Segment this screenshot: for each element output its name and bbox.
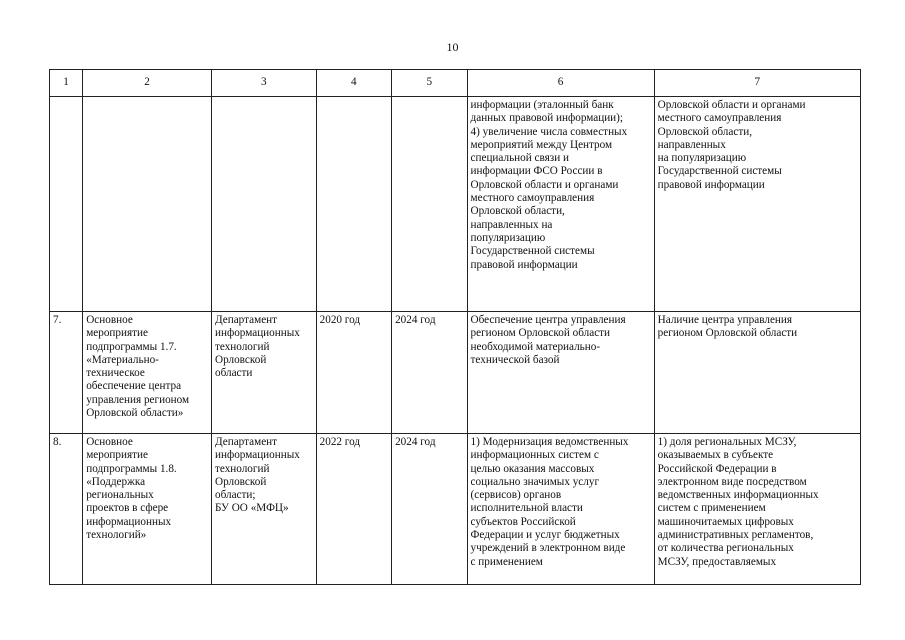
header-row [50, 70, 861, 97]
cell-event-name: Основное мероприятие подпрограммы 1.8. «Поддержка региональных проектов в сфере информационных технологий» [83, 434, 212, 585]
table-row-8 [50, 434, 861, 585]
program-table [49, 69, 861, 585]
cell-start-year: 2020 год [316, 312, 391, 434]
cell-number: 7. [50, 312, 83, 434]
cell-executor [211, 97, 316, 312]
table-row-7 [50, 312, 861, 434]
cell-indicator: Наличие центра управления регионом Орловской области [654, 312, 860, 434]
cell-indicator: Орловской области и органами местного самоуправления Орловской области, направленных на популяризацию Государственной системы правовой информации [654, 97, 860, 312]
column-header-1: 1 [50, 70, 83, 97]
column-header-7: 7 [654, 70, 860, 97]
cell-event-name [83, 97, 212, 312]
column-header-5: 5 [392, 70, 467, 97]
column-header-3: 3 [211, 70, 316, 97]
page-number: 10 [446, 40, 459, 54]
column-header-2: 2 [83, 70, 212, 97]
cell-event-name: Основное мероприятие подпрограммы 1.7. «Материально- техническое обеспечение центра управления регионом Орловской области» [83, 312, 212, 434]
cell-start-year [316, 97, 391, 312]
cell-indicator: 1) доля региональных МСЗУ, оказываемых в субъекте Российской Федерации в электронном виде посредством ведомственных информационных систем с применением машиночитаемых цифровых административных регламентов, от количества региональных МСЗУ, предоставляемых [654, 434, 860, 585]
cell-expected-result: 1) Модернизация ведомственных информационных систем с целью оказания массовых социально значимых услуг (сервисов) органов исполнительной власти субъектов Российской Федерации и услуг бюджетных учреждений в электронном виде с применением [467, 434, 654, 585]
cell-executor: Департамент информационных технологий Орловской области [211, 312, 316, 434]
cell-executor: Департамент информационных технологий Орловской области; БУ ОО «МФЦ» [211, 434, 316, 585]
cell-end-year [392, 97, 467, 312]
column-header-6: 6 [467, 70, 654, 97]
cell-expected-result: Обеспечение центра управления регионом Орловской области необходимой материально- технической базой [467, 312, 654, 434]
cell-start-year: 2022 год [316, 434, 391, 585]
column-header-4: 4 [316, 70, 391, 97]
table-row-continuation [50, 97, 861, 312]
cell-end-year: 2024 год [392, 434, 467, 585]
cell-number [50, 97, 83, 312]
cell-end-year: 2024 год [392, 312, 467, 434]
cell-expected-result: информации (эталонный банк данных правовой информации); 4) увеличение числа совместных мероприятий между Центром специальной связи и информации ФСО России в Орловской области и органами местного самоуправления Орловской области, направленных на популяризацию Государственной системы правовой информации [467, 97, 654, 312]
cell-number: 8. [50, 434, 83, 585]
